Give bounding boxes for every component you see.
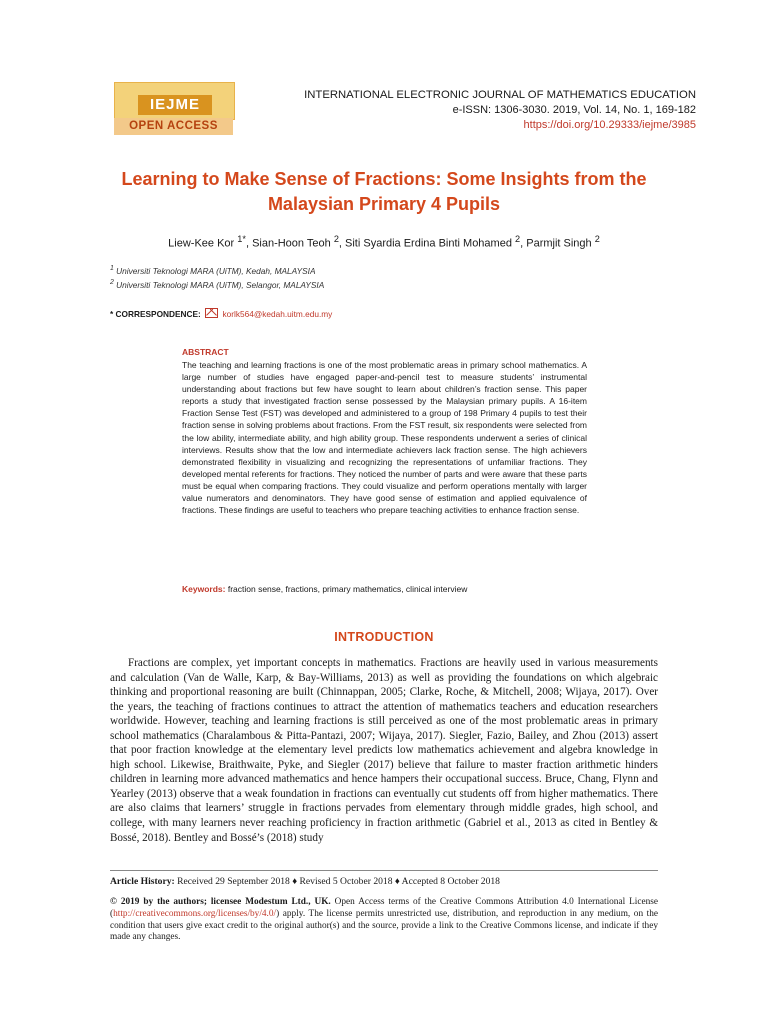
affiliation-2 <box>110 279 324 290</box>
keywords <box>182 584 467 594</box>
license-text <box>110 897 658 944</box>
author-sup: 2 <box>333 234 339 244</box>
journal-issn: e-ISSN: 1306-3030. 2019, Vol. 14, No. 1, 169-182 <box>452 104 696 116</box>
author-name: Sian-Hoon Teoh <box>252 237 331 250</box>
journal-name: INTERNATIONAL ELECTRONIC JOURNAL OF MATHEMATICS EDUCATION <box>304 89 696 101</box>
doi-link[interactable]: https://doi.org/10.29333/iejme/3985 <box>523 119 696 131</box>
journal-header <box>304 88 696 133</box>
author-sup: 1* <box>237 234 246 244</box>
keywords-label: Keywords: <box>182 584 226 594</box>
keywords-text: fraction sense, fractions, primary mathematics, clinical interview <box>227 584 468 594</box>
affiliation-text: Universiti Teknologi MARA (UiTM), Selangor, MALAYSIA <box>116 279 325 290</box>
abstract-text: The teaching and learning fractions is one of the most problematic areas in primary school mathematics. A large number of studies have engaged paper-and-pencil test to measure students’ instrumental understanding about fractions but few have sought to learn about children’s fraction sense. This paper reports a study that investigated fraction sense possessed by the Malaysian primary pupils. A 16-item Fraction Sense Test (FST) was developed and administered to a group of 198 Primary 4 pupils to test their fraction sense in solving problems about fractions. From the FST result, six respondents were selected from the low ability, intermediate ability, and high ability group. These respondents underwent a series of clinical interviews. Results show that the low and intermediate achievers lack fraction sense. The high achievers demonstrated flexibility in visualizing and recognizing the representations of unfamiliar fractions. They developed mental referents for fractions. They noticed the number of parts and were aware that these parts must be equal when comparing fractions. They could visualize and perform operations mentally with larger value numerators and denominators. They have good sense of estimation and applied equivalence of fractions. These findings are useful to teachers who prepare teaching activities to enhance fraction sense. <box>182 360 587 516</box>
correspondence-label: * CORRESPONDENCE: <box>110 309 201 319</box>
correspondence <box>110 308 332 319</box>
license-url[interactable]: http://creativecommons.org/licenses/by/4.0/ <box>113 908 277 919</box>
affiliation-sup: 2 <box>110 279 114 286</box>
footer-divider <box>110 870 658 871</box>
envelope-icon <box>205 308 218 318</box>
abstract-heading: ABSTRACT <box>182 347 229 357</box>
title-line-2: Malaysian Primary 4 Pupils <box>267 194 501 214</box>
author-sup: 2 <box>515 234 521 244</box>
license-part-2: ) apply. The license permits unrestricted use, distribution, and reproduction in any medium, on the condition that users give exact credit to the original author(s) and the source, provide a link to the Creative Commons license, and indicate if they made any changes. <box>110 908 658 943</box>
affiliation-1 <box>110 265 316 276</box>
author-list: Liew-Kee Kor $^{1*}$, Sian-Hoon Teoh $^2$, Siti Syardia Erdina Binti Mohamed $^2$, Parmjit Singh $^2$ <box>168 234 600 250</box>
author-sup: 2 <box>594 234 600 244</box>
correspondence-email[interactable]: korlk564@kedah.uitm.edu.my <box>222 309 333 319</box>
article-history <box>110 876 500 887</box>
affiliation-text: Universiti Teknologi MARA (UiTM), Kedah, MALAYSIA <box>116 265 316 276</box>
paper-title <box>110 167 658 217</box>
logo-text: IEJME <box>138 95 212 115</box>
introduction-heading: INTRODUCTION <box>334 630 434 644</box>
author-name: Liew-Kee Kor <box>168 237 235 250</box>
history-text: Received 29 September 2018 ♦ Revised 5 October 2018 ♦ Accepted 8 October 2018 <box>177 876 500 887</box>
author-name: Parmjit Singh <box>526 237 592 250</box>
journal-logo <box>114 82 235 120</box>
history-label: Article History: <box>110 876 175 887</box>
copyright-notice: © 2019 by the authors; licensee Modestum Ltd., UK. <box>110 897 331 907</box>
title-line-1: Learning to Make Sense of Fractions: Some Insights from the <box>121 169 647 189</box>
license-part-1: Open Access terms of the Creative Commons Attribution 4.0 International License ( <box>110 897 658 919</box>
author-name: Siti Syardia Erdina Binti Mohamed <box>345 237 512 250</box>
affiliation-sup: 1 <box>110 265 114 272</box>
introduction-text: Fractions are complex, yet important concepts in mathematics. Fractions are heavily used in various measurements and calculation (Van de Walle, Karp, & Bay-Williams, 2013) as well as providing the foundations on which algebraic thinking and proportional reasoning are built (Chinnappan, 2005; Clarke, Roche, & Mitchell, 2008; Wijaya, 2017). Over the years, the teaching of fractions continues to attract the attention of mathematics teachers and education researchers worldwide. However, teaching and learning fractions is still perceived as one of the most problematic areas in primary school mathematics (Charalambous & Pitta-Pantazi, 2007; Wijaya, 2017). Siegler, Fazio, Bailey, and Zhou (2013) assert that poor fraction knowledge at the elementary level predicts low mathematics achievement and algebra knowledge in high school. Likewise, Braithwaite, Pyke, and Siegler (2017) believe that failure to master fraction arithmetic hinders children in learning more advanced mathematics and hence hampers their occupational success. Bruce, Chang, Flynn and Yearley (2013) observe that a weak foundation in fractions can eventually cut students off from higher mathematics. There are also claims that learners’ struggle in fractions pervades from elementary through middle grades, high school, and college, with many learners never reaching proficiency in fraction arithmetic (Gabriel et al., 2013 as cited in Bentley & Bossé, 2018). Bentley and Bossé’s (2018) study <box>110 657 658 844</box>
open-access-badge: OPEN ACCESS <box>114 118 233 135</box>
